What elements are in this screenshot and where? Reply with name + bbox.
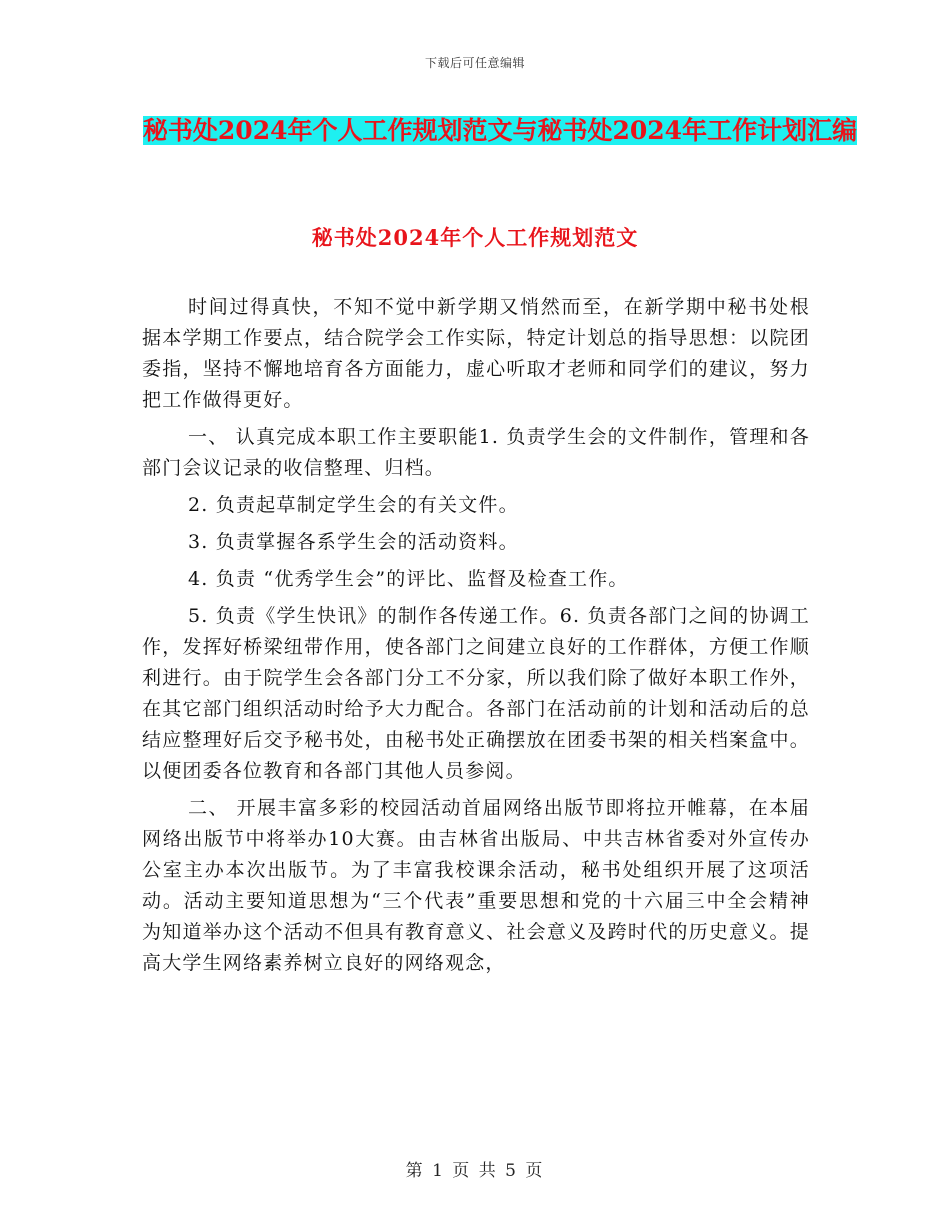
section-title: 秘书处2024年个人工作规划范文	[311, 225, 639, 250]
paragraph: 4. 负责 “优秀学生会”的评比、监督及检查工作。	[188, 568, 629, 590]
header-note: 下载后可任意编辑	[424, 56, 525, 70]
document-body	[142, 292, 810, 985]
paragraph: 时间过得真快，不知不觉中新学期又悄然而至，在新学期中秘书处根据本学期工作要点，结合院学会工作实际，特定计划总的指导思想：以院团委指，坚持不懈地培育各方面能力，虚心听取才老师和同学们的建议，努力把工作做得更好。	[142, 296, 810, 411]
page-footer: 第 1 页 共 5 页	[405, 1161, 545, 1181]
paragraph: 二、 开展丰富多彩的校园活动首届网络出版节即将拉开帷幕，在本届网络出版节中将举办10大赛。由吉林省出版局、中共吉林省委对外宣传办公室主办本次出版节。为了丰富我校课余活动，秘书处组织开展了这项活动。活动主要知道思想为“三个代表”重要思想和党的十六届三中全会精神为知道举办这个活动不但具有教育意义、社会意义及跨时代的历史意义。提高大学生网络素养树立良好的网络观念，	[142, 797, 810, 974]
paragraph: 一、 认真完成本职工作主要职能1. 负责学生会的文件制作，管理和各部门会议记录的收信整理、归档。	[142, 426, 810, 479]
paragraph: 5. 负责《学生快讯》的制作各传递工作。6. 负责各部门之间的协调工作，发挥好桥梁纽带作用，使各部门之间建立良好的工作群体，方便工作顺利进行。由于院学生会各部门分工不分家，所以我们除了做好本职工作外，在其它部门组织活动时给予大力配合。各部门在活动前的计划和活动后的总结应整理好后交予秘书处，由秘书处正确摆放在团委书架的相关档案盒中。以便团委各位教育和各部门其他人员参阅。	[142, 605, 810, 782]
document-title	[140, 108, 860, 154]
paragraph: 2. 负责起草制定学生会的有关文件。	[188, 494, 519, 516]
paragraph: 3. 负责掌握各系学生会的活动资料。	[188, 531, 519, 553]
document-title-text: 秘书处2024年个人工作规划范文与秘书处2024年工作计划汇编	[142, 116, 858, 145]
